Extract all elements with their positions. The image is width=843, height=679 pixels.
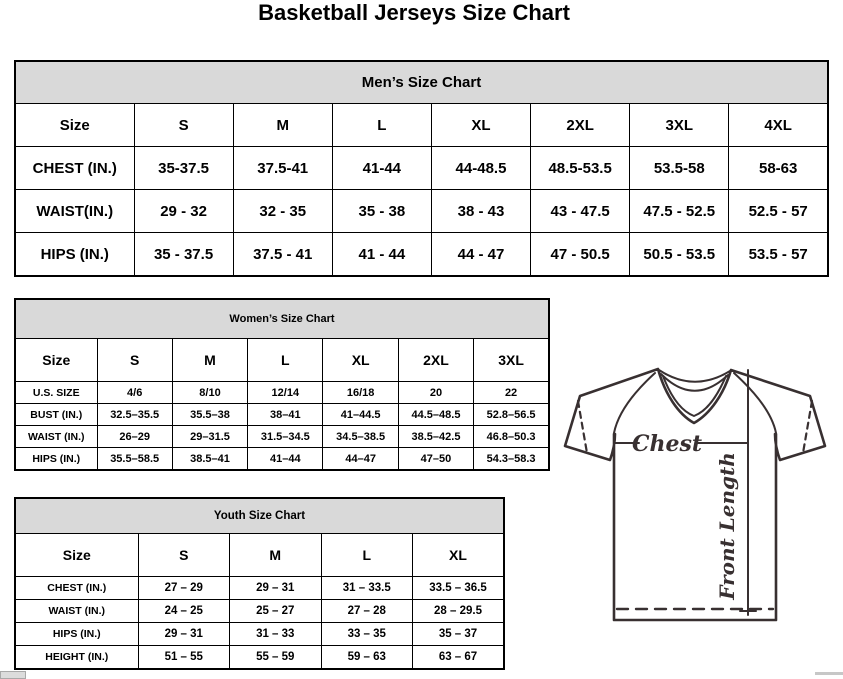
column-header: 3XL: [474, 339, 549, 382]
column-header: M: [233, 104, 332, 147]
size-cell: 47.5 - 52.5: [630, 190, 729, 233]
size-cell: 24 – 25: [138, 600, 230, 623]
row-label: BUST (IN.): [15, 404, 97, 426]
size-cell: 20: [398, 382, 473, 404]
size-cell: 28 – 29.5: [413, 600, 505, 623]
size-cell: 38.5–41: [172, 448, 247, 471]
size-cell: 12/14: [248, 382, 323, 404]
table-row: [15, 233, 828, 277]
page-title: Basketball Jerseys Size Chart: [258, 0, 570, 25]
size-cell: 47 - 50.5: [531, 233, 630, 277]
jersey-measurement-diagram: [558, 363, 834, 627]
size-cell: 38 - 43: [431, 190, 530, 233]
table-row: [15, 448, 549, 471]
youth-table-title: Youth Size Chart: [15, 498, 504, 534]
size-cell: 27 – 29: [138, 577, 230, 600]
size-cell: 41–44: [248, 448, 323, 471]
row-label: HIPS (IN.): [15, 623, 138, 646]
table-row: [15, 404, 549, 426]
size-cell: 50.5 - 53.5: [630, 233, 729, 277]
size-cell: 54.3–58.3: [474, 448, 549, 471]
row-label: CHEST (IN.): [15, 577, 138, 600]
chest-label: Chest: [631, 431, 703, 457]
size-cell: 53.5-58: [630, 147, 729, 190]
front-length-label: Front Length: [715, 452, 739, 600]
horizontal-scrollbar-fragment[interactable]: [815, 672, 843, 675]
size-cell: 52.5 - 57: [729, 190, 828, 233]
size-cell: 43 - 47.5: [531, 190, 630, 233]
size-cell: 53.5 - 57: [729, 233, 828, 277]
horizontal-scrollbar-thumb[interactable]: [0, 671, 26, 679]
size-cell: 52.8–56.5: [474, 404, 549, 426]
row-label: HEIGHT (IN.): [15, 646, 138, 670]
column-header: 2XL: [398, 339, 473, 382]
size-cell: 37.5-41: [233, 147, 332, 190]
size-cell: 25 – 27: [230, 600, 322, 623]
size-cell: 55 – 59: [230, 646, 322, 670]
size-cell: 44-48.5: [431, 147, 530, 190]
size-cell: 31.5–34.5: [248, 426, 323, 448]
column-header: L: [248, 339, 323, 382]
size-cell: 37.5 - 41: [233, 233, 332, 277]
size-cell: 41 - 44: [332, 233, 431, 277]
row-label: HIPS (IN.): [15, 448, 97, 471]
column-header: XL: [413, 534, 505, 577]
column-header: XL: [323, 339, 398, 382]
size-cell: 35.5–38: [172, 404, 247, 426]
column-header: S: [134, 104, 233, 147]
row-label: HIPS (IN.): [15, 233, 134, 277]
size-cell: 4/6: [97, 382, 172, 404]
size-cell: 16/18: [323, 382, 398, 404]
size-cell: 44 - 47: [431, 233, 530, 277]
row-label: U.S. SIZE: [15, 382, 97, 404]
mens-size-chart-table: [14, 60, 829, 275]
size-cell: 27 – 28: [321, 600, 413, 623]
jersey-outline: [565, 369, 825, 620]
column-header: Size: [15, 339, 97, 382]
column-header: XL: [431, 104, 530, 147]
size-cell: 31 – 33: [230, 623, 322, 646]
table-row: [15, 382, 549, 404]
size-cell: 29 – 31: [230, 577, 322, 600]
mens-table-title: Men’s Size Chart: [15, 61, 828, 104]
size-cell: 35 - 38: [332, 190, 431, 233]
size-cell: 29 - 32: [134, 190, 233, 233]
size-cell: 48.5-53.5: [531, 147, 630, 190]
column-header: L: [321, 534, 413, 577]
table-row: [15, 147, 828, 190]
size-cell: 31 – 33.5: [321, 577, 413, 600]
table-row: [15, 623, 504, 646]
size-cell: 8/10: [172, 382, 247, 404]
jersey-diagram-drawing: [558, 363, 834, 627]
row-label: WAIST (IN.): [15, 426, 97, 448]
size-cell: 32 - 35: [233, 190, 332, 233]
size-cell: 32.5–35.5: [97, 404, 172, 426]
size-cell: 35 – 37: [413, 623, 505, 646]
size-cell: 35.5–58.5: [97, 448, 172, 471]
size-cell: 47–50: [398, 448, 473, 471]
size-cell: 29 – 31: [138, 623, 230, 646]
table-row: [15, 190, 828, 233]
size-cell: 44.5–48.5: [398, 404, 473, 426]
womens-table-title: Women’s Size Chart: [15, 299, 549, 339]
size-cell: 38.5–42.5: [398, 426, 473, 448]
womens-size-chart-table: [14, 298, 550, 469]
table-row: [15, 577, 504, 600]
column-header: S: [138, 534, 230, 577]
table-row: [15, 426, 549, 448]
column-header: 4XL: [729, 104, 828, 147]
column-header: L: [332, 104, 431, 147]
size-cell: 63 – 67: [413, 646, 505, 670]
row-label: CHEST (IN.): [15, 147, 134, 190]
table-row: [15, 646, 504, 670]
column-header: Size: [15, 104, 134, 147]
row-label: WAIST (IN.): [15, 600, 138, 623]
size-cell: 38–41: [248, 404, 323, 426]
size-cell: 35-37.5: [134, 147, 233, 190]
left-cuff-stitch: [578, 401, 587, 453]
front-length-measure-line: [740, 370, 756, 615]
row-label: WAIST(IN.): [15, 190, 134, 233]
size-cell: 46.8–50.3: [474, 426, 549, 448]
size-cell: 51 – 55: [138, 646, 230, 670]
size-cell: 41–44.5: [323, 404, 398, 426]
size-cell: 34.5–38.5: [323, 426, 398, 448]
column-header: M: [172, 339, 247, 382]
size-cell: 41-44: [332, 147, 431, 190]
column-header: 2XL: [531, 104, 630, 147]
size-cell: 26–29: [97, 426, 172, 448]
table-row: [15, 600, 504, 623]
size-cell: 33 – 35: [321, 623, 413, 646]
size-cell: 29–31.5: [172, 426, 247, 448]
column-header: S: [97, 339, 172, 382]
size-cell: 33.5 – 36.5: [413, 577, 505, 600]
size-cell: 59 – 63: [321, 646, 413, 670]
size-cell: 58-63: [729, 147, 828, 190]
right-cuff-stitch: [803, 401, 812, 453]
size-cell: 22: [474, 382, 549, 404]
column-header: M: [230, 534, 322, 577]
collar-arc-outer: [659, 370, 730, 382]
column-header: Size: [15, 534, 138, 577]
column-header: 3XL: [630, 104, 729, 147]
size-cell: 35 - 37.5: [134, 233, 233, 277]
youth-size-chart-table: [14, 497, 505, 668]
size-cell: 44–47: [323, 448, 398, 471]
